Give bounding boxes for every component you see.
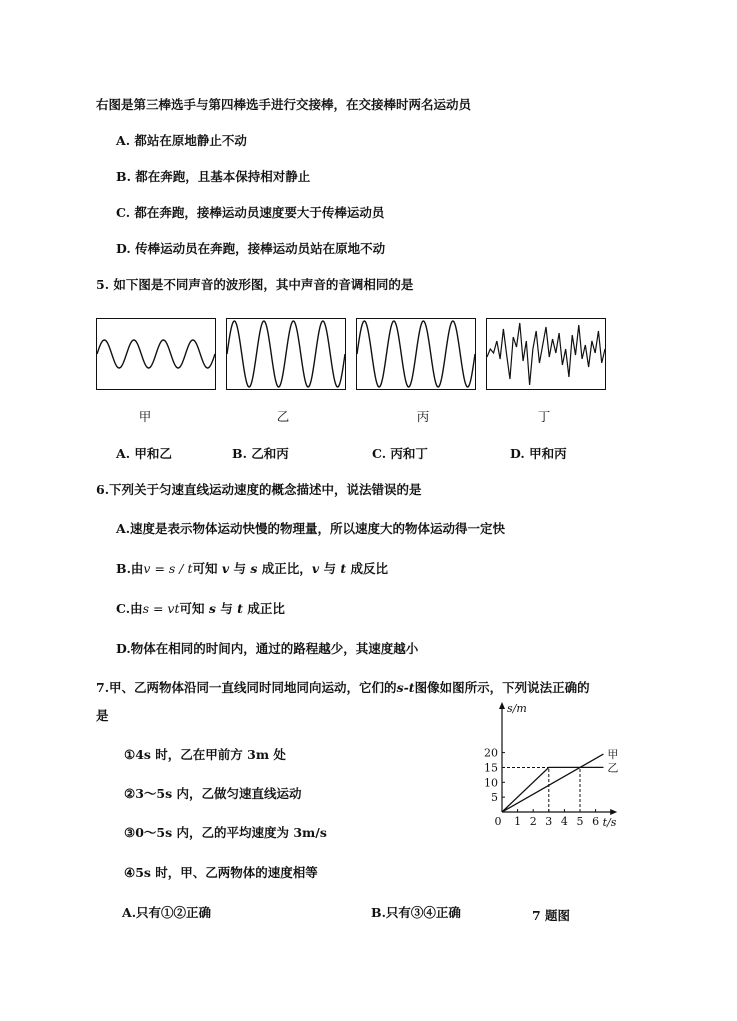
q5-option-c: C. 丙和丁 [372, 446, 428, 461]
q7-statement-3: ③0～5s 内，乙的平均速度为 3m/s [124, 825, 327, 840]
q7-statement-2: ②3～5s 内，乙做匀速直线运动 [124, 786, 302, 801]
series-line-yi [502, 767, 603, 812]
q5-option-b: B. 乙和丙 [232, 446, 289, 461]
y-tick-label: 10 [484, 776, 498, 790]
x-tick-label: 1 [514, 815, 522, 828]
q7-option-b: B.只有③④正确 [371, 905, 461, 920]
waveform-yi [226, 318, 346, 390]
q4-option-a: A. 都站在原地静止不动 [116, 133, 247, 148]
q5-option-d: D. 甲和丙 [510, 446, 567, 461]
series-label-jia: 甲 [607, 748, 619, 762]
x-axis-label: t/s [602, 816, 617, 829]
wave-label-bing: 丙 [416, 409, 430, 424]
q4-option-d: D. 传棒运动员在奔跑，接棒运动员站在原地不动 [116, 241, 386, 256]
q5-option-a: A. 甲和乙 [116, 446, 172, 461]
y-tick-label: 5 [491, 791, 498, 805]
y-axis-label: s/m [507, 702, 527, 715]
q7-figure-caption: 7 题图 [532, 908, 571, 923]
series-label-yi: 乙 [607, 761, 619, 775]
waveform-jia [96, 318, 216, 390]
q4-stem: 右图是第三棒选手与第四棒选手进行交接棒，在交接棒时两名运动员 [96, 97, 472, 112]
q7-statement-4: ④5s 时，甲、乙两物体的速度相等 [124, 865, 318, 880]
q7-stem-line1: 7.甲、乙两物体沿同一直线同时同地同向运动，它们的s-t图像如图所示，下列说法正确的 [96, 680, 590, 695]
x-tick-label: 3 [545, 815, 553, 828]
x-tick-label: 2 [529, 815, 537, 828]
series-line-jia [502, 754, 603, 812]
q6-option-b: B.由v = s / t可知 v 与 s 成正比，v 与 t 成反比 [116, 561, 388, 576]
q6-stem: 6.下列关于匀速直线运动速度的概念描述中，说法错误的是 [96, 482, 422, 497]
x-tick-label: 0 [494, 815, 502, 828]
y-tick-label: 20 [484, 746, 498, 760]
q7-statement-1: ①4s 时，乙在甲前方 3m 处 [124, 747, 286, 762]
q7-stem-line2: 是 [96, 708, 109, 723]
q5-stem: 5. 如下图是不同声音的波形图，其中声音的音调相同的是 [96, 277, 414, 292]
wave-label-yi: 乙 [276, 409, 290, 424]
y-tick-label: 15 [484, 761, 498, 775]
q6-option-a: A.速度是表示物体运动快慢的物理量，所以速度大的物体运动得一定快 [116, 521, 506, 536]
q7-option-a: A.只有①②正确 [122, 905, 212, 920]
formula-v-st: v = s / t [143, 561, 193, 576]
q6-option-d: D.物体在相同的时间内，通过的路程越少，其速度越小 [116, 641, 419, 656]
x-tick-label: 5 [576, 815, 584, 828]
y-axis-arrow [499, 702, 505, 709]
q4-option-b: B. 都在奔跑，且基本保持相对静止 [116, 169, 311, 184]
st-graph [482, 700, 642, 830]
waveform-ding [486, 318, 606, 390]
wave-label-ding: 丁 [537, 409, 551, 424]
waveform-bing [356, 318, 476, 390]
x-tick-label: 6 [592, 815, 600, 828]
q4-option-c: C. 都在奔跑，接棒运动员速度要大于传棒运动员 [116, 205, 385, 220]
formula-s-vt: s = vt [142, 601, 180, 616]
wave-label-jia: 甲 [138, 409, 152, 424]
x-axis-arrow [610, 809, 617, 815]
x-tick-label: 4 [560, 815, 568, 828]
q6-option-c: C.由s = vt可知 s 与 t 成正比 [116, 601, 285, 616]
